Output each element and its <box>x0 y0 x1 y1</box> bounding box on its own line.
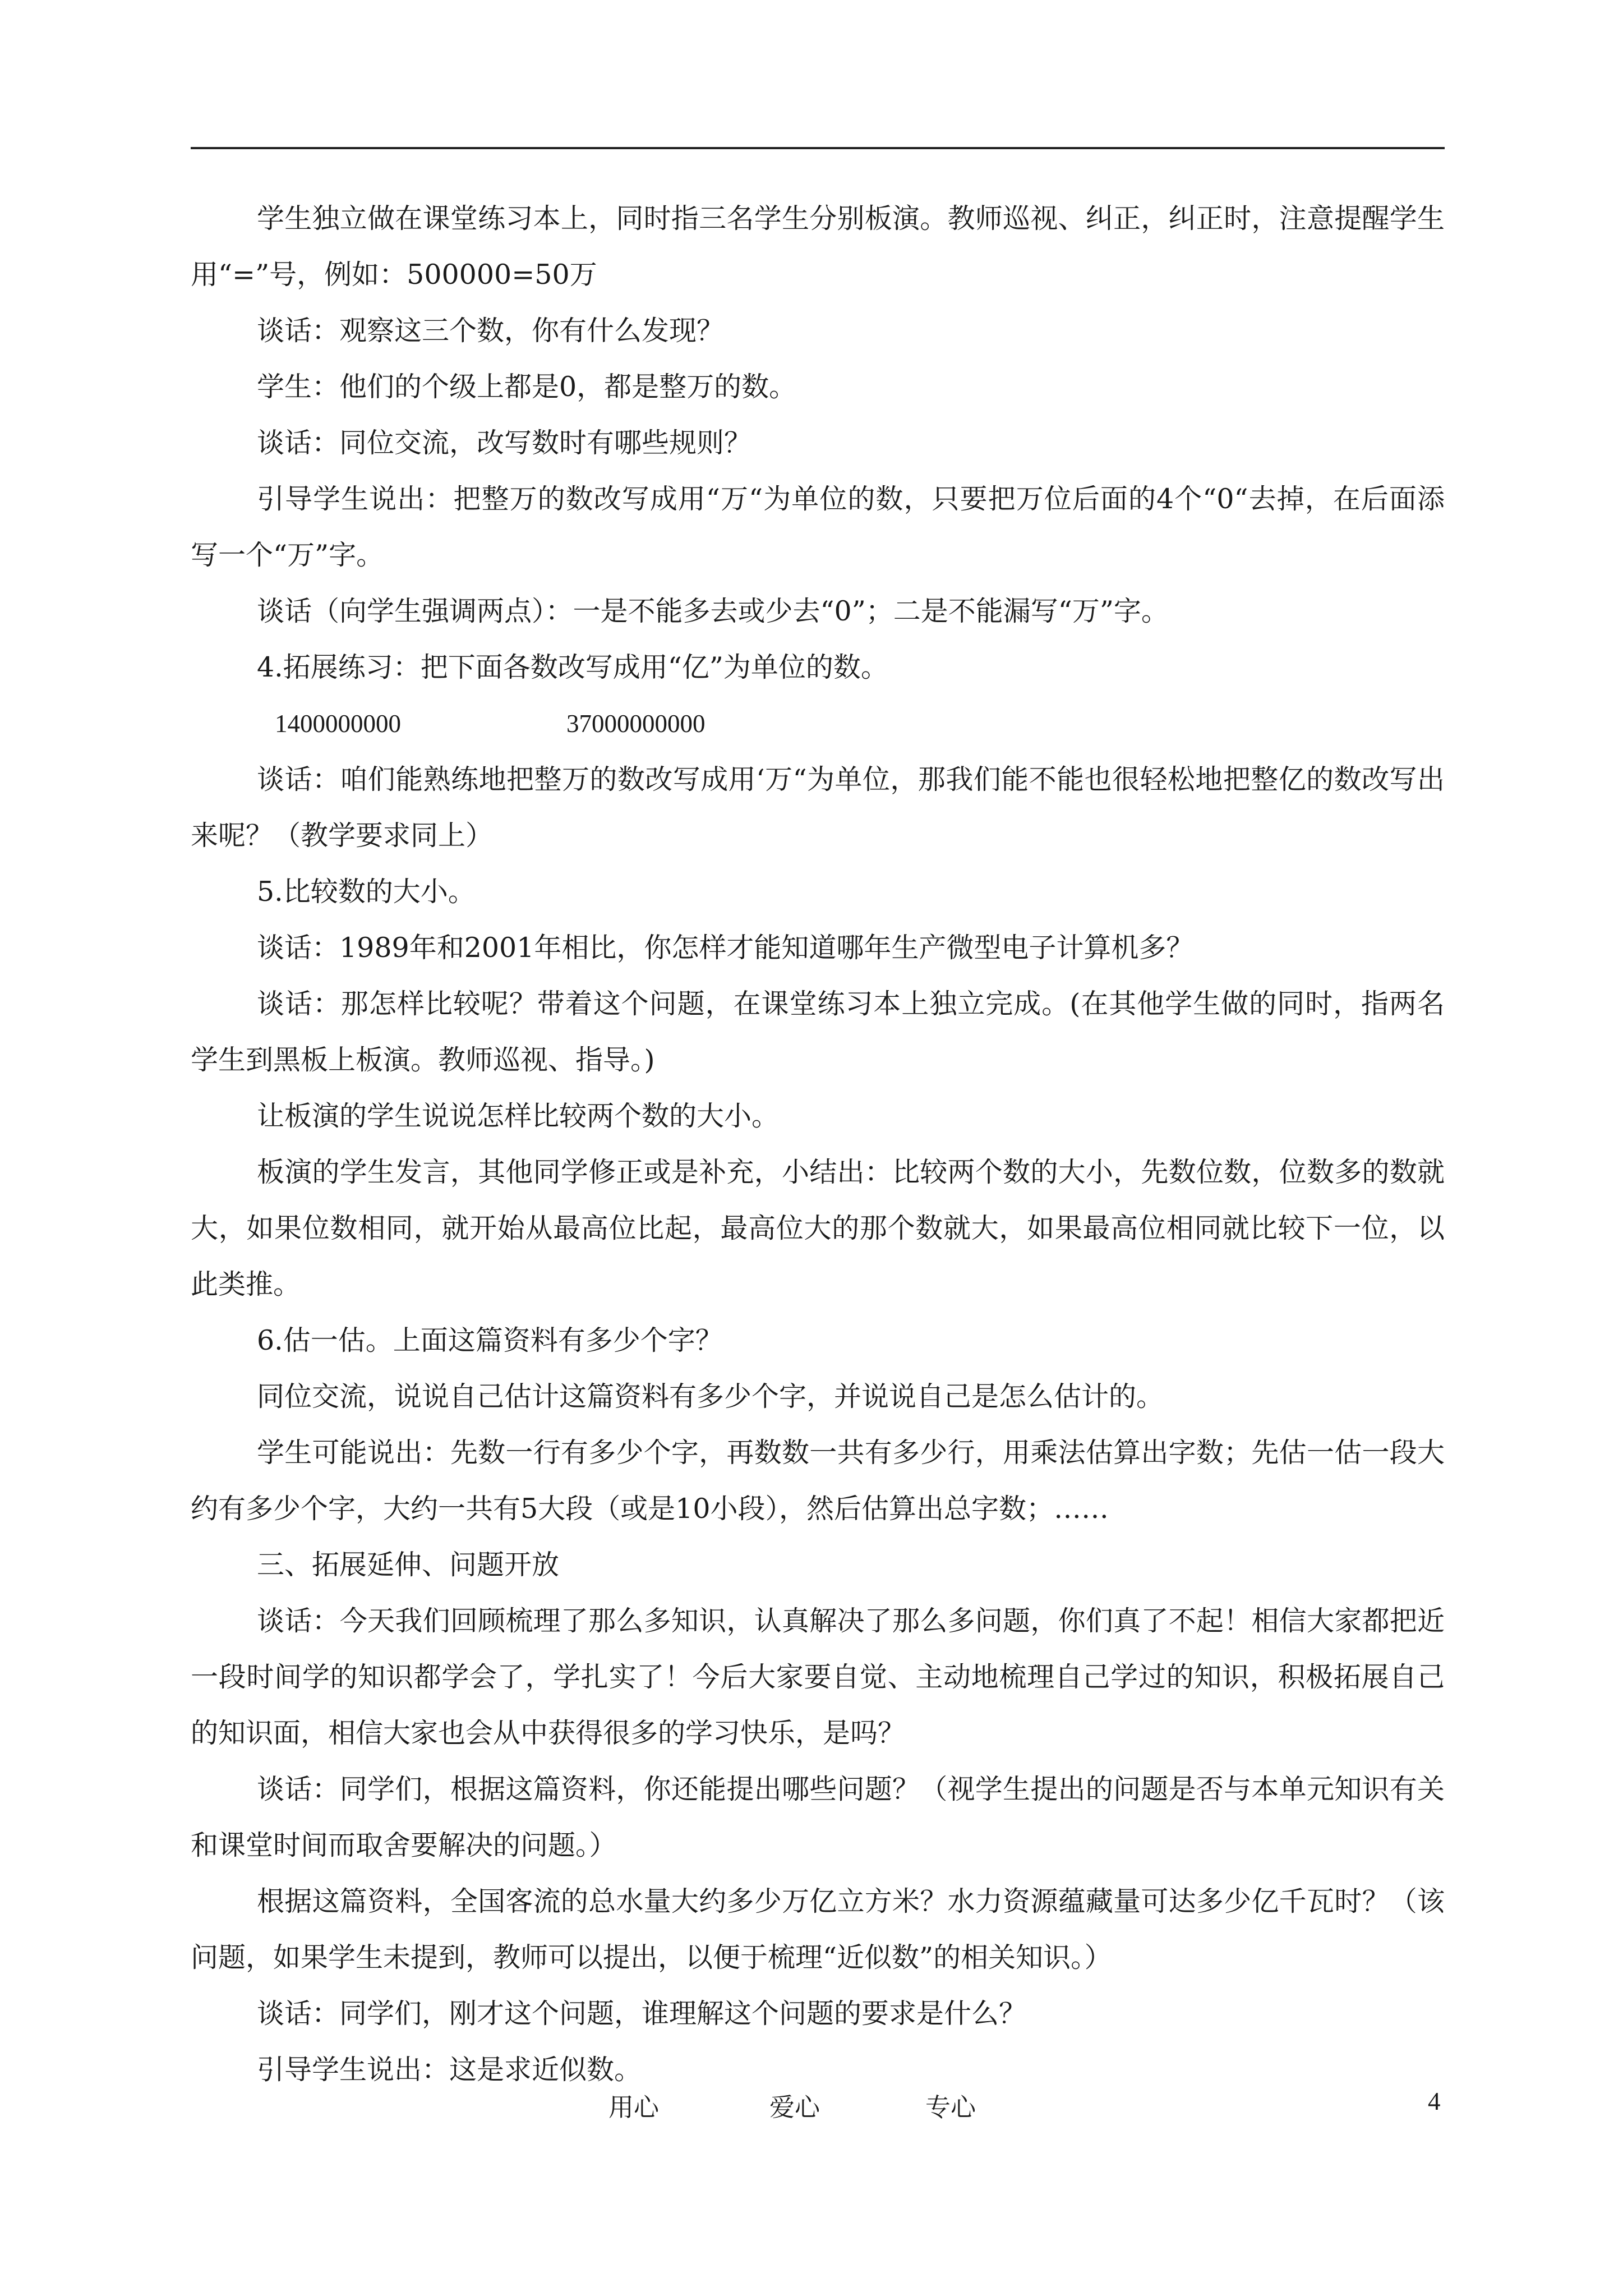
paragraph: 谈话：同学们，根据这篇资料，你还能提出哪些问题？（视学生提出的问题是否与本单元知识有关和课堂时间而取舍要解决的问题。） <box>191 1773 1445 1861</box>
footer-motto-3: 专心 <box>925 2092 976 2122</box>
paragraph: 4.拓展练习：把下面各数改写成用“亿”为单位的数。 <box>257 651 888 683</box>
paragraph: 板演的学生发言，其他同学修正或是补充，小结出：比较两个数的大小，先数位数，位数多的数就大，如果位数相同，就开始从最高位比起，最高位大的那个数就大，如果最高位相同就比较下一位，以此类推。 <box>191 1156 1445 1300</box>
document-body <box>191 191 1445 2098</box>
paragraph: 学生可能说出：先数一行有多少个字，再数数一共有多少行，用乘法估算出字数；先估一估一段大约有多少个字，大约一共有5大段（或是10小段），然后估算出总字数；…… <box>191 1437 1445 1525</box>
paragraph: 谈话：同位交流，改写数时有哪些规则？ <box>257 427 752 459</box>
paragraph: 同位交流，说说自己估计这篇资料有多少个字，并说说自己是怎么估计的。 <box>257 1381 1164 1412</box>
paragraph: 谈话：今天我们回顾梳理了那么多知识，认真解决了那么多问题，你们真了不起！相信大家都把近一段时间学的知识都学会了，学扎实了！今后大家要自觉、主动地梳理自己学过的知识，积极拓展自己的知识面，相信大家也会从中获得很多的学习快乐，是吗？ <box>191 1605 1445 1749</box>
page-footer <box>0 2087 1623 2132</box>
paragraph: 学生独立做在课堂练习本上，同时指三名学生分别板演。教师巡视、纠正，纠正时，注意提醒学生用“=”号，例如：500000=50万 <box>191 203 1445 291</box>
number-value: 1400000000 <box>275 710 401 738</box>
number-value: 37000000000 <box>566 710 706 738</box>
footer-motto-1: 用心 <box>608 2092 660 2122</box>
paragraph: 谈话：1989年和2001年相比，你怎样才能知道哪年生产微型电子计算机多？ <box>257 932 1194 964</box>
paragraph: 让板演的学生说说怎样比较两个数的大小。 <box>257 1100 780 1132</box>
section-heading: 6.估一估。上面这篇资料有多少个字？ <box>257 1324 723 1356</box>
paragraph: 根据这篇资料，全国客流的总水量大约多少万亿立方米？水力资源蕴藏量可达多少亿千瓦时？（该问题，如果学生未提到，教师可以提出，以便于梳理“近似数”的相关知识。） <box>191 1885 1445 1973</box>
paragraph: 引导学生说出：把整万的数改写成用“万“为单位的数，只要把万位后面的4个“0“去掉，在后面添写一个“万”字。 <box>191 483 1445 571</box>
footer-motto-2: 爱心 <box>769 2092 820 2122</box>
numbers-row <box>191 696 1445 752</box>
header-rule <box>191 147 1445 149</box>
paragraph: 谈话（向学生强调两点）：一是不能多去或少去“0”；二是不能漏写“万”字。 <box>257 595 1169 627</box>
paragraph: 学生：他们的个级上都是0，都是整万的数。 <box>257 371 797 403</box>
paragraph: 引导学生说出：这是求近似数。 <box>257 2054 642 2086</box>
page-number: 4 <box>1428 2087 1441 2115</box>
paragraph: 谈话：咱们能熟练地把整万的数改写成用‘万“为单位，那我们能不能也很轻松地把整亿的数改写出来呢？（教学要求同上） <box>191 763 1445 852</box>
section-heading: 三、拓展延伸、问题开放 <box>257 1549 560 1581</box>
paragraph: 谈话：同学们，刚才这个问题，谁理解这个问题的要求是什么？ <box>257 1998 1027 2030</box>
paragraph: 谈话：观察这三个数，你有什么发现？ <box>257 315 725 347</box>
section-heading: 5.比较数的大小。 <box>257 876 476 908</box>
paragraph: 谈话：那怎样比较呢？带着这个问题，在课堂练习本上独立完成。(在其他学生做的同时，指两名学生到黑板上板演。教师巡视、指导。) <box>191 988 1445 1076</box>
